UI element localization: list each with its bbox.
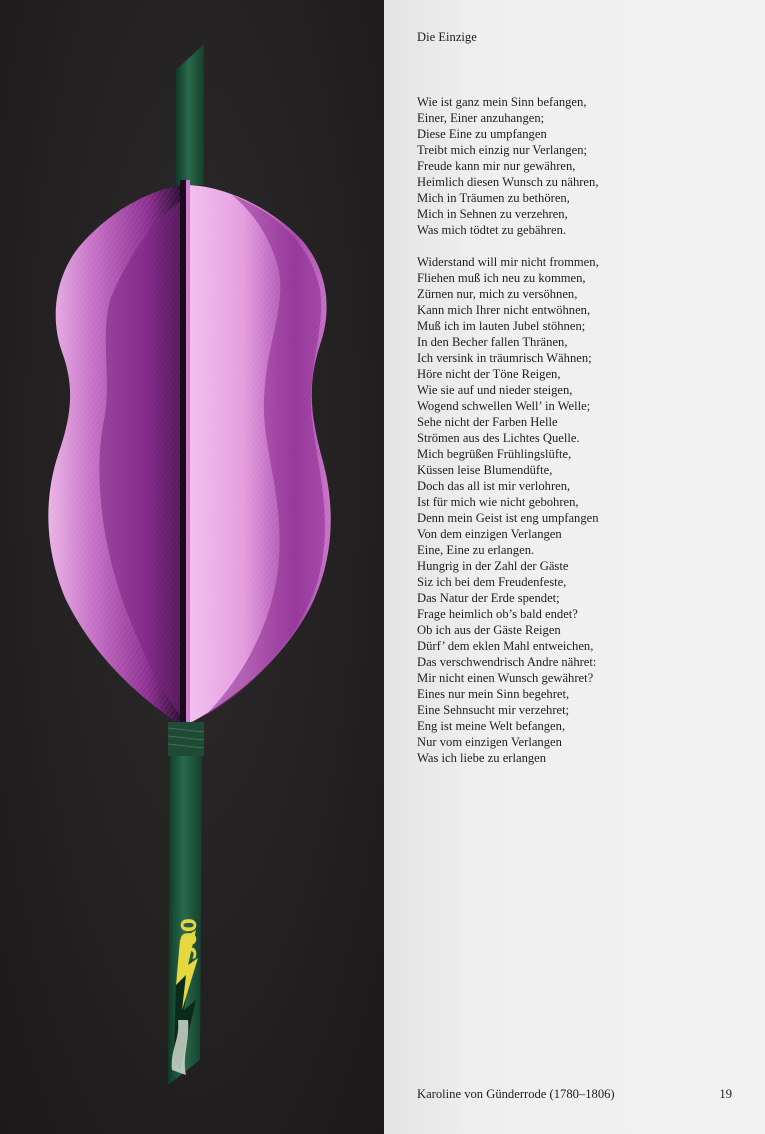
poem-line: Diese Eine zu umpfangen — [417, 127, 547, 141]
author-credit: Karoline von Günderrode (1780–1806) — [417, 1087, 615, 1101]
poem-line: Ich versink in träumrisch Wähnen; — [417, 351, 592, 365]
arrow-shaft-top — [176, 44, 204, 185]
poem-line: Küssen leise Blumendüfte, — [417, 463, 553, 477]
poem-line: Denn mein Geist ist eng umpfangen — [417, 511, 599, 525]
text-page — [384, 0, 765, 1134]
poem-line: Ob ich aus der Gäste Reigen — [417, 623, 561, 637]
poem-line: Eines nur mein Sinn begehret, — [417, 687, 570, 701]
poem-line: Mir nicht einen Wunsch gewähret? — [417, 671, 594, 685]
poem-line: Was ich liebe zu erlangen — [417, 751, 547, 765]
poem-line: Wie sie auf und nieder steigen, — [417, 383, 573, 397]
poem-line: Sehe nicht der Farben Helle — [417, 415, 558, 429]
poem-line: Das Natur der Erde spendet; — [417, 591, 560, 605]
poem-line: Strömen aus des Lichtes Quelle. — [417, 431, 580, 445]
poem-line: Eng ist meine Welt befangen, — [417, 719, 566, 733]
poem-line: Mich begrüßen Frühlingslüfte, — [417, 447, 572, 461]
poem-line: Freude kann mir nur gewähren, — [417, 159, 576, 173]
poem-line: Von dem einzigen Verlangen — [417, 527, 562, 541]
poem-line: Mich in Träumen zu bethören, — [417, 191, 570, 205]
poem-line: In den Becher fallen Thränen, — [417, 335, 568, 349]
poem-line: Mich in Sehnen zu verzehren, — [417, 207, 568, 221]
poem-line: Fliehen muß ich neu zu kommen, — [417, 271, 586, 285]
poem-line: Höre nicht der Töne Reigen, — [417, 367, 561, 381]
poem-line: Hungrig in der Zahl der Gäste — [417, 559, 569, 573]
poem-title: Die Einzige — [417, 30, 477, 44]
poem-line: Kann mich Ihrer nicht entwöhnen, — [417, 303, 591, 317]
stanza-2 — [417, 254, 599, 766]
poem-line: Einer, Einer anzuhangen; — [417, 111, 545, 125]
poem-line: Nur vom einzigen Verlangen — [417, 735, 562, 749]
poem-line: Eine Sehnsucht mir verzehret; — [417, 703, 570, 717]
shaft-label-500: 500 — [177, 918, 201, 960]
poem-line: Ist für mich wie nicht gebohren, — [417, 495, 579, 509]
poem-line: Siz ich bei dem Freudenfeste, — [417, 575, 567, 589]
poem-line: Wie ist ganz mein Sinn befangen, — [417, 95, 587, 109]
poem-line: Heimlich diesen Wunsch zu nähren, — [417, 175, 599, 189]
poem-line: Wogend schwellen Well’ in Welle; — [417, 399, 591, 413]
poem-line: Muß ich im lauten Jubel stöhnen; — [417, 319, 586, 333]
poem-line: Widerstand will mir nicht frommen, — [417, 255, 599, 269]
poem-line: Eine, Eine zu erlangen. — [417, 543, 535, 557]
poem-line: Frage heimlich ob’s bald endet? — [417, 607, 578, 621]
page-number: 19 — [719, 1087, 732, 1101]
poem-line: Zürnen nur, mich zu versöhnen, — [417, 287, 578, 301]
stanza-1 — [417, 94, 598, 238]
poem-line: Was mich tödtet zu gebähren. — [417, 223, 567, 237]
poem-line: Treibt mich einzig nur Verlangen; — [417, 143, 587, 157]
poem-line: Dürf’ dem eklen Mahl entweichen, — [417, 639, 594, 653]
poem-line: Doch das all ist mir verlohren, — [417, 479, 571, 493]
poem-line: Das verschwendrisch Andre nähret: — [417, 655, 597, 669]
